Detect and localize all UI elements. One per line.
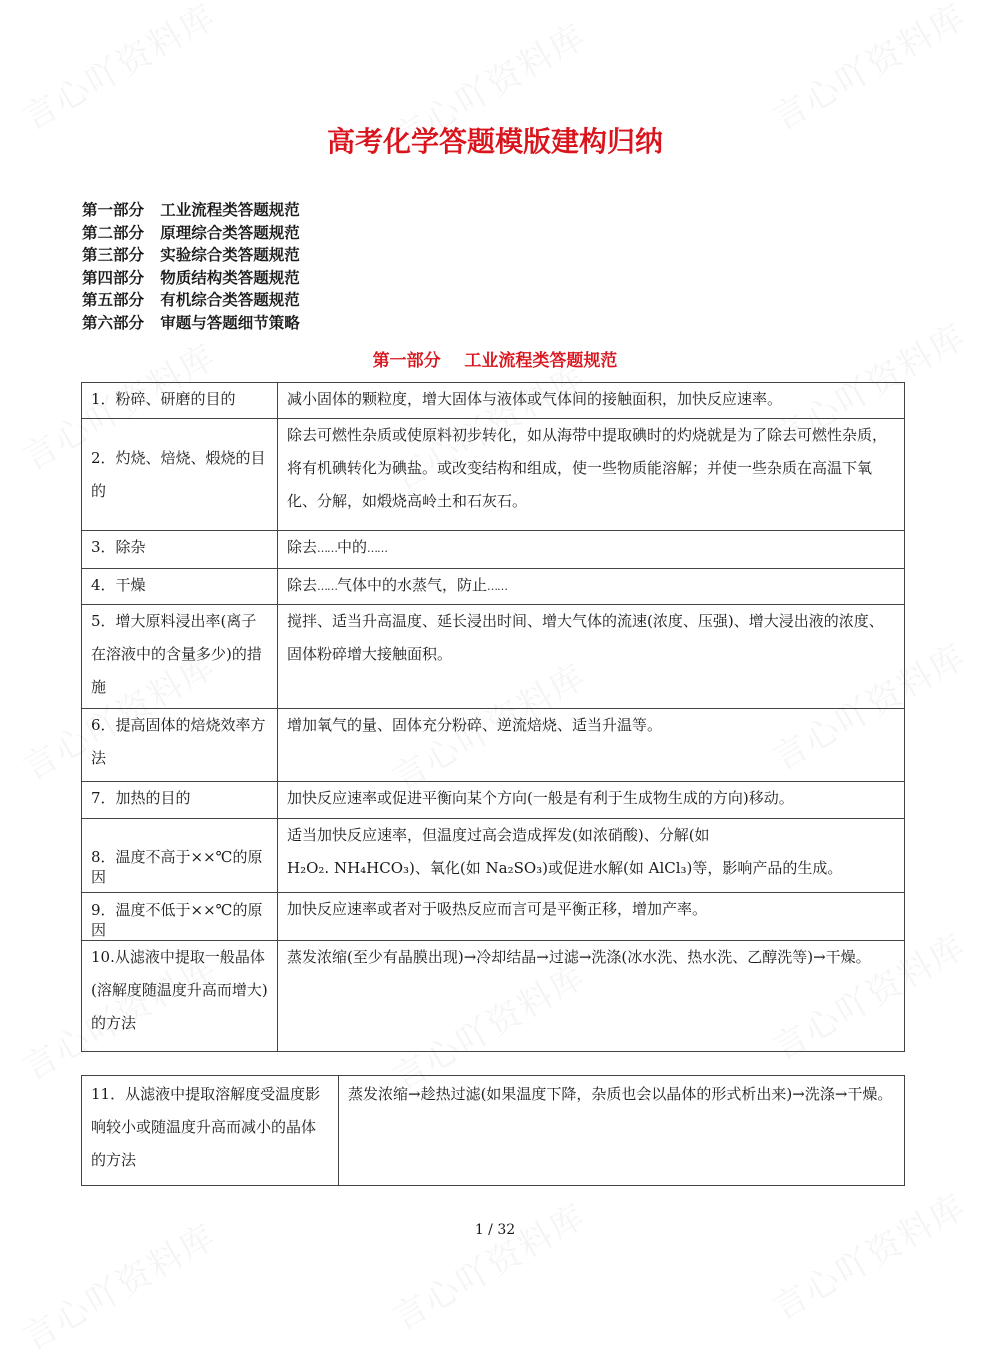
table-row (82, 1076, 905, 1186)
toc-item: 第六部分 审题与答题细节策略 (82, 312, 300, 332)
blank-dots: …… (317, 542, 338, 555)
answer-cell: 蒸发浓缩(至少有晶膜出现)→冷却结晶→过滤→洗涤(冰水洗、热水洗、乙醇洗等)→干燥。 (278, 941, 905, 1052)
table-row (82, 605, 905, 709)
answer-cell: 蒸发浓缩→趁热过滤(如果温度下降，杂质也会以晶体的形式析出来)→洗涤→干燥。 (339, 1076, 905, 1186)
answer-text: 中的 (337, 538, 368, 556)
answer-cell: 加快反应速率或者对于吸热反应而言可是平衡正移，增加产率。 (278, 893, 905, 941)
answer-cell (278, 569, 905, 605)
blank-dots: …… (317, 580, 338, 593)
table-row (82, 782, 905, 819)
document-title: 高考化学答题模版建构归纳 (326, 125, 663, 158)
blank-dots: …… (367, 542, 388, 555)
answer-cell: 搅拌、适当升高温度、延长浸出时间、增大气体的流速(浓度、压强)、增大浸出液的浓度、固体粉碎增大接触面积。 (278, 605, 905, 709)
table-row (82, 709, 905, 782)
answer-template-table-continued (81, 1075, 905, 1186)
answer-line: 适当加快反应速率，但温度过高会造成挥发(如浓硝酸)、分解(如 (287, 826, 710, 844)
watermark (762, 0, 974, 140)
question-cell: 7．加热的目的 (82, 782, 278, 819)
table-row (82, 569, 905, 605)
answer-cell: 加快反应速率或促进平衡向某个方向(一般是有利于生成物生成的方向)移动。 (278, 782, 905, 819)
answer-cell (278, 819, 905, 893)
question-cell: 8．温度不高于××℃的原因 (82, 819, 278, 893)
table-row (82, 383, 905, 419)
toc-item: 第二部分 原理综合类答题规范 (82, 222, 300, 242)
table-of-contents (82, 199, 300, 334)
toc-item: 第三部分 实验综合类答题规范 (82, 245, 300, 264)
watermark (382, 1189, 594, 1339)
question-cell: 11．从滤液中提取溶解度受温度影响较小或随温度升高而减小的晶体的方法 (82, 1076, 339, 1186)
answer-text: 除去 (287, 538, 318, 556)
answer-cell: 除去可燃性杂质或使原料初步转化，如从海带中提取碘时的灼烧就是为了除去可燃性杂质，将有机碘转化为碘盐。或改变结构和组成，使一些物质能溶解；并使一些杂质在高温下氧化、分解，如煅烧高岭土和石灰石。 (278, 419, 905, 531)
answer-cell (278, 531, 905, 569)
question-cell: 9．温度不低于××℃的原因 (82, 893, 278, 941)
question-cell: 3．除杂 (82, 531, 278, 569)
answer-cell: 减小固体的颗粒度，增大固体与液体或气体间的接触面积，加快反应速率。 (278, 383, 905, 419)
question-cell: 6．提高固体的焙烧效率方法 (82, 709, 278, 782)
toc-item: 第四部分 物质结构类答题规范 (82, 267, 300, 287)
section-heading: 第一部分 工业流程类答题规范 (372, 351, 618, 371)
table-row (82, 419, 905, 531)
table-row (82, 531, 905, 569)
question-cell: 2．灼烧、焙烧、煅烧的目的 (82, 419, 278, 531)
table-row (82, 941, 905, 1052)
toc-item: 第五部分 有机综合类答题规范 (82, 290, 300, 309)
answer-template-table (81, 382, 905, 1052)
answer-line: H₂O₂. NH₄HCO₃)、氧化(如 Na₂SO₃)或促进水解(如 AlCl₃)等，影响产品的生成。 (287, 859, 843, 877)
answer-text: 气体中的水蒸气，防止 (337, 576, 488, 594)
blank-dots: …… (487, 580, 508, 593)
answer-text: 除去 (287, 576, 318, 594)
question-cell: 10.从滤液中提取一般晶体(溶解度随温度升高而增大)的方法 (82, 941, 278, 1052)
answer-cell: 增加氧气的量、固体充分粉碎、逆流焙烧、适当升温等。 (278, 709, 905, 782)
page-number: 1 / 32 (474, 1222, 516, 1238)
question-cell: 5．增大原料浸出率(离子在溶液中的含量多少)的措施 (82, 605, 278, 709)
watermark (12, 0, 224, 140)
watermark (762, 1179, 974, 1329)
table-row (82, 819, 905, 893)
question-cell: 4．干燥 (82, 569, 278, 605)
question-cell: 1．粉碎、研磨的目的 (82, 383, 278, 419)
toc-item: 第一部分 工业流程类答题规范 (82, 200, 300, 219)
table-row (82, 893, 905, 941)
